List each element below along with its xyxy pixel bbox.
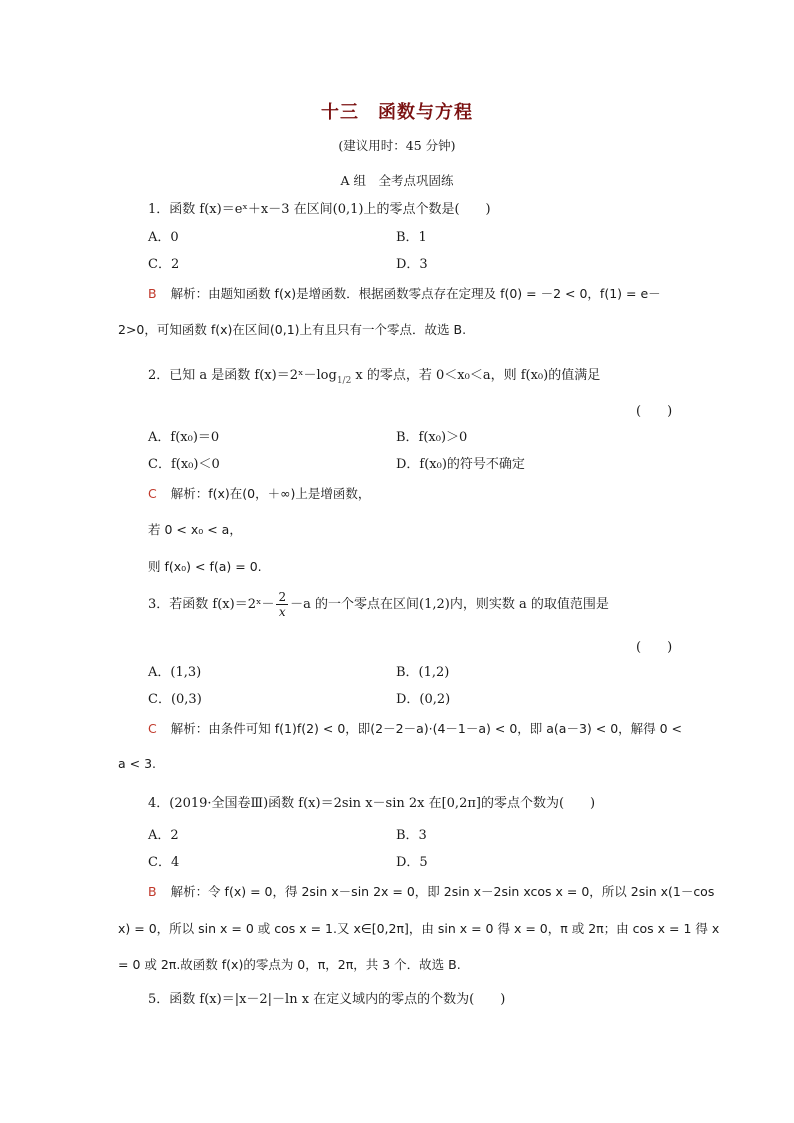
q4-option-c: C．4 bbox=[148, 855, 180, 870]
q2-analysis-line1: C 解析：f(x)在(0，＋∞)上是增函数， bbox=[148, 486, 371, 501]
q3-option-d: D．(0,2) bbox=[396, 692, 451, 707]
q1-option-a: A．0 bbox=[148, 230, 179, 245]
q5-stem: 5．函数 f(x)＝|x－2|－ln x 在定义域内的零点的个数为( ) bbox=[148, 992, 506, 1007]
q1-option-b: B．1 bbox=[396, 230, 427, 245]
q1-stem: 1．函数 f(x)＝eˣ＋x－3 在区间(0,1)上的零点个数是( ) bbox=[148, 202, 491, 217]
page-title: 十三 函数与方程 bbox=[321, 102, 473, 123]
q1-answer: B bbox=[148, 286, 157, 301]
q1-analysis-line2: 2>0，可知函数 f(x)在区间(0,1)上有且只有一个零点．故选 B. bbox=[118, 322, 467, 337]
q2-option-d: D．f(x₀)的符号不确定 bbox=[396, 457, 525, 472]
q2-analysis-line2: 若 0 < x₀ < a， bbox=[148, 522, 242, 537]
q3-option-a: A．(1,3) bbox=[148, 665, 202, 680]
q2-stem: 2．已知 a 是函数 $f(x)=2ˣ-\log_{1/2}$ x 的零点，若 0＜x₀＜a，则 f(x₀)的值满足 bbox=[148, 368, 601, 386]
q2-answer: C bbox=[148, 486, 157, 501]
q3-option-b: B．(1,2) bbox=[396, 665, 450, 680]
log-expression: $\log_{1/2}$ bbox=[316, 368, 352, 386]
q2-option-c: C．f(x₀)＜0 bbox=[148, 457, 220, 472]
q3-answer-paren: ( ) bbox=[636, 640, 673, 655]
q4-option-a: A．2 bbox=[148, 828, 179, 843]
q3-analysis-line2: a < 3. bbox=[118, 756, 157, 771]
time-note: (建议用时：45 分钟) bbox=[338, 138, 456, 153]
q1-option-d: D．3 bbox=[396, 257, 428, 272]
q4-analysis-line1: B 解析：令 f(x) = 0，得 2sin x－sin 2x = 0，即 2sin x－2sin xcos x = 0，所以 2sin x(1－cos bbox=[148, 884, 715, 899]
q3-stem: 3．若函数 f(x)＝2ˣ－ $\frac{2}{x}$ －a 的一个零点在区间(1,2)内，则实数 a 的取值范围是 bbox=[148, 590, 609, 619]
q4-option-d: D．5 bbox=[396, 855, 428, 870]
q3-answer: C bbox=[148, 721, 157, 736]
q4-analysis-line2: x) = 0，所以 sin x = 0 或 cos x = 1.又 x∈[0,2π]，由 sin x = 0 得 x = 0，π 或 2π；由 cos x = 1 得 x bbox=[118, 921, 720, 936]
q1-analysis-line1: B 解析：由题知函数 f(x)是增函数．根据函数零点存在定理及 f(0) = －2 < 0，f(1) = e－ bbox=[148, 286, 661, 301]
group-heading: A 组 全考点巩固练 bbox=[340, 173, 454, 188]
q2-option-b: B．f(x₀)＞0 bbox=[396, 430, 468, 445]
q2-answer-paren: ( ) bbox=[636, 404, 673, 419]
q4-stem: 4．(2019·全国卷Ⅲ)函数 f(x)＝2sin x－sin 2x 在[0,2π]的零点个数为( ) bbox=[148, 796, 596, 811]
fraction-2-over-x: $\frac{2}{x}$ bbox=[278, 590, 287, 619]
q2-option-a: A．f(x₀)＝0 bbox=[148, 430, 220, 445]
q4-analysis-line3: = 0 或 2π.故函数 f(x)的零点为 0，π，2π，共 3 个．故选 B. bbox=[118, 957, 461, 972]
q3-option-c: C．(0,3) bbox=[148, 692, 202, 707]
q4-answer: B bbox=[148, 884, 157, 899]
q1-option-c: C．2 bbox=[148, 257, 180, 272]
q2-analysis-line3: 则 f(x₀) < f(a) = 0. bbox=[148, 559, 262, 574]
q4-option-b: B．3 bbox=[396, 828, 427, 843]
q3-analysis-line1: C 解析：由条件可知 f(1)f(2) < 0，即(2－2－a)·(4－1－a) < 0，即 a(a－3) < 0，解得 0 < bbox=[148, 721, 683, 736]
